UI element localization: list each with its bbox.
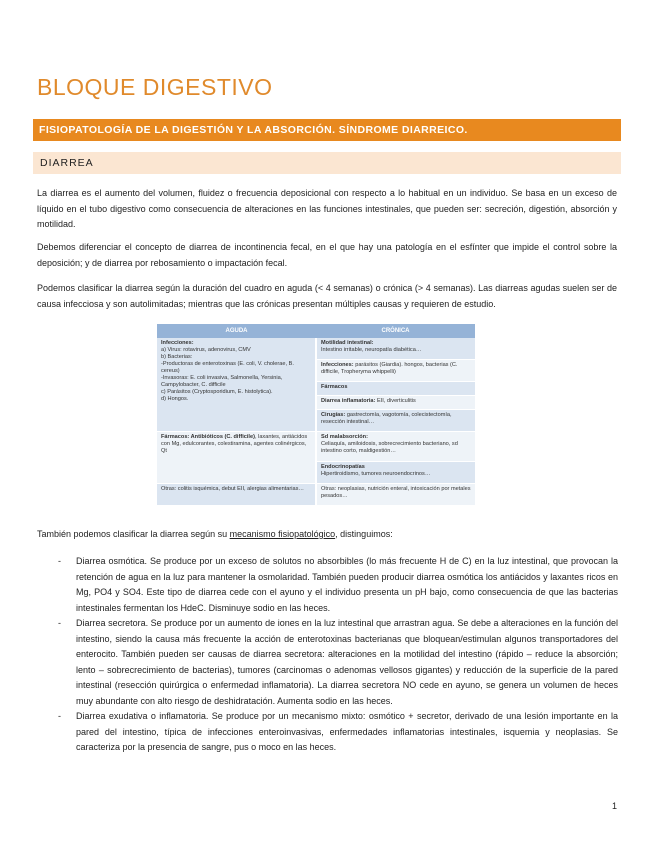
list-item-osmotica bbox=[58, 554, 618, 616]
cell-line: Otras: colitis isquémica, debut EII, alergias alimentarias… bbox=[161, 485, 305, 492]
section-heading: FISIOPATOLOGÍA DE LA DIGESTIÓN Y LA ABSORCIÓN. SÍNDROME DIARREICO. bbox=[33, 119, 621, 141]
cell-head: Infecciones: bbox=[161, 340, 194, 346]
list-item-text: Diarrea osmótica. Se produce por un exceso de solutos no absorbibles (lo más frecuente H de C) en la luz intestinal, que provocan la retención de agua en la luz para mantener la osmolaridad. También pueden producir diarrea osmótica los antiácidos y laxantes ricos en Mg, PO4 y SO4. Este tipo de diarrea cede con el ayuno y el individuo presenta un pH bajo, como consecuencia de que las bacterias intestinales fermentan los HdeC. Disminuye sodio en las heces. bbox=[76, 556, 618, 613]
cell-text: Hipertiroidismo, tumores neuroendocrinos… bbox=[321, 470, 431, 477]
paragraph-definition: La diarrea es el aumento del volumen, fluidez o frecuencia deposicional con respecto a lo habitual en un individuo. Se basa en un exceso de líquido en el tubo digestivo como consecuencia de alteraciones en las funciones intestinales, que pueden ser: secreción, digestión, absorción y motilidad. bbox=[37, 188, 617, 229]
cell-head: Fármacos: Antibióticos (C. difficile) bbox=[161, 433, 255, 440]
cell-head: Sd malabsorción: bbox=[321, 433, 368, 440]
cell-line: -Invasoras: E. coli invasiva, Salmonella, Yersinia, Campylobacter, C. difficile bbox=[161, 375, 283, 388]
cell-head: Cirugías: bbox=[321, 411, 346, 418]
cell-head: Infecciones: bbox=[321, 361, 354, 368]
table-cell-aguda-farmacos bbox=[157, 431, 316, 483]
cell-line: a) Virus: rotavirus, adenovirus, CMV bbox=[161, 347, 251, 353]
cell-line: , laxantes, antiácidos con Mg, edulcorantes, colestiramina, agentes colinérgicos, Qt bbox=[161, 433, 308, 454]
list-item-text: Diarrea secretora. Se produce por un aumento de iones en la luz intestinal que arrastran agua. Se debe a alteraciones en la función del intestino, siendo la causa más frecuente la acción de enterotoxinas bacterianas que bloquean/estimulan algunos transportadores del enterocito. También pueden ser causas de diarrea secretora: alteraciones en la motilidad del intestino (rápido – reduce la absorción; lento – sobrecrecimiento de bacterias), tumores (carcinomas o adenomas vellosos gigantes) y reducción de la superficie de la pared intestinal (resección quirúrgica o enfermedad inflamatoria). La diarrea secretora NO cede en ayuno, se genera un volumen de heces muy abundante con alto riesgo de deshidratación. Aumenta sodio en las heces. bbox=[76, 618, 618, 706]
table-cell-cronica bbox=[316, 381, 475, 395]
cell-head: Endocrinopatías bbox=[321, 463, 365, 470]
table-cell-cronica bbox=[316, 431, 475, 461]
subsection-heading: DIARREA bbox=[33, 152, 621, 174]
mechanism-term: mecanismo fisiopatológico bbox=[229, 529, 336, 539]
cell-text: gastrectomía, vagotomía, colecistectomía, resección intestinal… bbox=[321, 411, 452, 425]
bullet-dash: - bbox=[58, 618, 61, 628]
cell-text: , nutrición enteral, intoxicación por metales pesados… bbox=[321, 485, 471, 499]
cell-line: b) Bacterias: bbox=[161, 354, 193, 360]
table-cell-aguda-otras bbox=[157, 483, 316, 505]
cell-line: d) Hongos. bbox=[161, 396, 189, 402]
list-item-text: Diarrea exudativa o inflamatoria. Se produce por un mecanismo mixto: osmótico + secretor, derivado de una lesión importante en la pared del intestino, típica de infecciones enteroinvasivas, enfermedades inflamatorias intestinales, isquemia y neoplasias. Se caracteriza por la presencia de sangre, pus o moco en las heces. bbox=[76, 711, 618, 752]
list-item-secretora bbox=[58, 616, 618, 709]
cell-head: Fármacos bbox=[321, 383, 348, 390]
table-cell-cronica bbox=[316, 483, 475, 505]
cell-line: c) Parásitos (Cryptosporidium, E. histolytica). bbox=[161, 389, 273, 395]
bullet-dash: - bbox=[58, 711, 61, 721]
list-item-exudativa bbox=[58, 709, 618, 756]
cell-head: Otras: neoplasias bbox=[321, 485, 365, 492]
classification-table bbox=[157, 324, 475, 506]
table-cell-aguda-infecciones bbox=[157, 338, 316, 431]
table-cell-cronica bbox=[316, 409, 475, 431]
cell-head: Diarrea inflamatoria: bbox=[321, 397, 376, 404]
intro-text: También podemos clasificar la diarrea según su bbox=[37, 529, 230, 539]
table-header-cronica: CRÓNICA bbox=[316, 324, 475, 338]
cell-text: Celiaquía, amiloidosis, sobrecrecimiento bacteriano, sd intestino corto, maldigestión… bbox=[321, 440, 458, 454]
paragraph-classification: Podemos clasificar la diarrea según la duración del cuadro en aguda (< 4 semanas) o crónica (> 4 semanas). Las diarreas agudas suelen ser de causa infecciosa y son autolimitadas; mientras que las crónicas presentan múltiples causas y requieren de estudio. bbox=[37, 283, 617, 309]
cell-line: -Productoras de enterotoxinas (E. coli, V. cholerae, B. cereus) bbox=[161, 361, 294, 374]
page-number: 1 bbox=[612, 801, 618, 811]
table-cell-cronica bbox=[316, 461, 475, 483]
cell-text: Intestino irritable, neuropatía diabética… bbox=[321, 347, 422, 353]
bullet-dash: - bbox=[58, 556, 61, 566]
mechanism-list bbox=[58, 554, 618, 756]
table-cell-cronica bbox=[316, 338, 475, 359]
table-cell-cronica bbox=[316, 359, 475, 381]
cell-head: Motilidad intestinal: bbox=[321, 340, 374, 346]
intro-text: , distinguimos: bbox=[335, 529, 393, 539]
cell-text: parásitos (Giardia). hongos, bacterias (C. difficile, Tropheryma whippelli) bbox=[321, 361, 458, 375]
paragraph-mechanism-intro bbox=[37, 527, 617, 543]
paragraph-differentiation: Debemos diferenciar el concepto de diarrea de incontinencia fecal, en el que hay una patología en el esfínter que impide el control sobre la deposición; y de diarrea por rebosamiento o impactación fecal. bbox=[37, 242, 617, 268]
table-cell-cronica bbox=[316, 395, 475, 409]
page-title: BLOQUE DIGESTIVO bbox=[37, 74, 273, 100]
table-header-aguda: AGUDA bbox=[157, 324, 316, 338]
cell-text: EII, diverticulitis bbox=[376, 397, 416, 404]
